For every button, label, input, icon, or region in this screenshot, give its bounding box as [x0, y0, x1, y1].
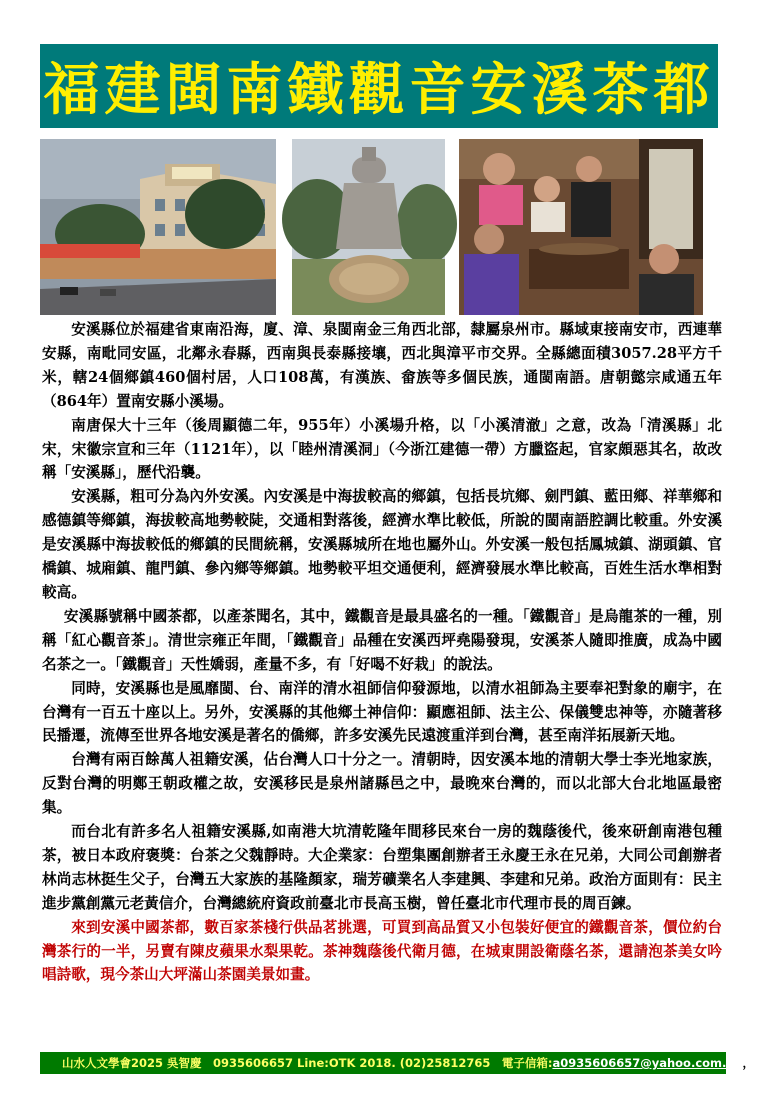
paragraph-qingshui: 同時，安溪縣也是風靡閩、台、南洋的清水祖師信仰發源地，以清水祖師為主要奉祀對象的廟宇，在台灣有一百五十座以上。另外，安溪縣的其他鄉土神信仰：顯應祖師、法主公、保儀雙忠神等，亦隨著移民播遷，流傳至世界各地安溪是著名的僑鄉，許多安溪先民遠渡重洋到台灣，甚至南洋拓展新天地。 — [42, 679, 722, 745]
paragraph-location: 安溪縣位於福建省東南沿海，廈、漳、泉閩南金三角西北部，隸屬泉州市。縣域東接南安市，西連華安縣，南毗同安區，北鄰永春縣，西南與長泰縣接壤，西北與漳平市交界。全縣總面積3057.28平方千米，轄24個鄉鎮460個村居，人口108萬，有漢族、畲族等多個民族，通閩南語。唐朝懿宗咸通五年（864年）置南安縣小溪場。 — [42, 321, 722, 410]
footer-contact-text: 山水人文學會2025 吳智慶 0935606657 Line:OTK 2018. (02)25812765 電子信箱: — [62, 1056, 553, 1070]
title-banner — [40, 44, 718, 128]
paragraph-taiwan-migrants: 台灣有兩百餘萬人祖籍安溪，佔台灣人口十分之一。清朝時，因安溪本地的清朝大學士李光地家族，反對台灣的明鄭王朝政權之故，安溪移民是泉州諸縣邑之中，最晚來台灣的，而以北部大台北地區最密集。 — [42, 751, 722, 817]
photo-street-building — [40, 139, 276, 315]
photo-tea-shop — [459, 139, 703, 315]
footer-email-link[interactable]: a0935606657@yahoo.com.tw — [552, 1056, 743, 1070]
page-title: 福建閩南鐵觀音安溪茶都 — [43, 57, 715, 123]
paragraph-tieguanyin: 安溪縣號稱中國茶都，以產茶聞名，其中，鐵觀音是最具盛名的一種。「鐵觀音」是烏龍茶的一種，別稱「紅心觀音茶」。清世宗雍正年間，「鐵觀音」品種在安溪西坪堯陽發現，安溪茶人隨即推廣，成為中國名茶之一。「鐵觀音」天性嬌弱，產量不多，有「好喝不好栽」的說法。 — [42, 607, 722, 673]
article-body — [42, 318, 722, 987]
paragraph-notable-people: 而台北有許多名人祖籍安溪縣,如南港大坑清乾隆年間移民來台一房的魏蔭後代，後來研創南港包種茶，被日本政府褒獎：台茶之父魏靜時。大企業家：台塑集團創辦者王永慶王永在兄弟，大同公司創辦者林尚志林挺生父子，台灣五大家族的基隆顏家，瑞芳礦業名人李建興、李建和兄弟。政治方面則有：民主進步黨創黨元老黃信介，台灣總統府資政前臺北市長高玉樹，曾任臺北市代理市長的周百鍊。 — [42, 823, 722, 912]
paragraph-geography: 安溪縣，粗可分為內外安溪。內安溪是中海拔較高的鄉鎮，包括長坑鄉、劍門鎮、藍田鄉、祥華鄉和感德鎮等鄉鎮，海拔較高地勢較陡，交通相對落後，經濟水準比較低，所說的閩南語腔調比較重。外安溪是安溪縣中海拔較低的鄉鎮的民間統稱，安溪縣城所在地也屬外山。外安溪一般包括鳳城鎮、湖頭鎮、官橋鎮、城廂鎮、龍門鎮、參內鄉等鄉鎮。地勢較平坦交通便利，經濟發展水準比較高，百姓生活水準相對較高。 — [42, 488, 722, 601]
footer-contact-bar — [40, 1052, 755, 1074]
photo-statue — [292, 139, 445, 315]
footer-trailing-comma: ， — [742, 1056, 755, 1070]
paragraph-history: 南唐保大十三年（後周顯德二年，955年）小溪場升格，以「小溪清澈」之意，改為「清溪縣」北宋，宋徽宗宣和三年（1121年），以「睦州清溪洞」（今浙江建德一帶）方臘盜起，官家頗惡其名，故改稱「安溪縣」，歷代沿襲。 — [42, 416, 722, 482]
paragraph-visit-tea-capital: 來到安溪中國茶都，數百家茶棧行供品茗挑選，可買到高品質又小包裝好便宜的鐵觀音茶，價位約台灣茶行的一半，另賣有陳皮蘋果水梨果乾。茶神魏蔭後代衛月德，在城東開設衛蔭名茶，還請泡茶美女吟唱詩歌，現今茶山大坪滿山茶園美景如畫。 — [42, 918, 722, 984]
